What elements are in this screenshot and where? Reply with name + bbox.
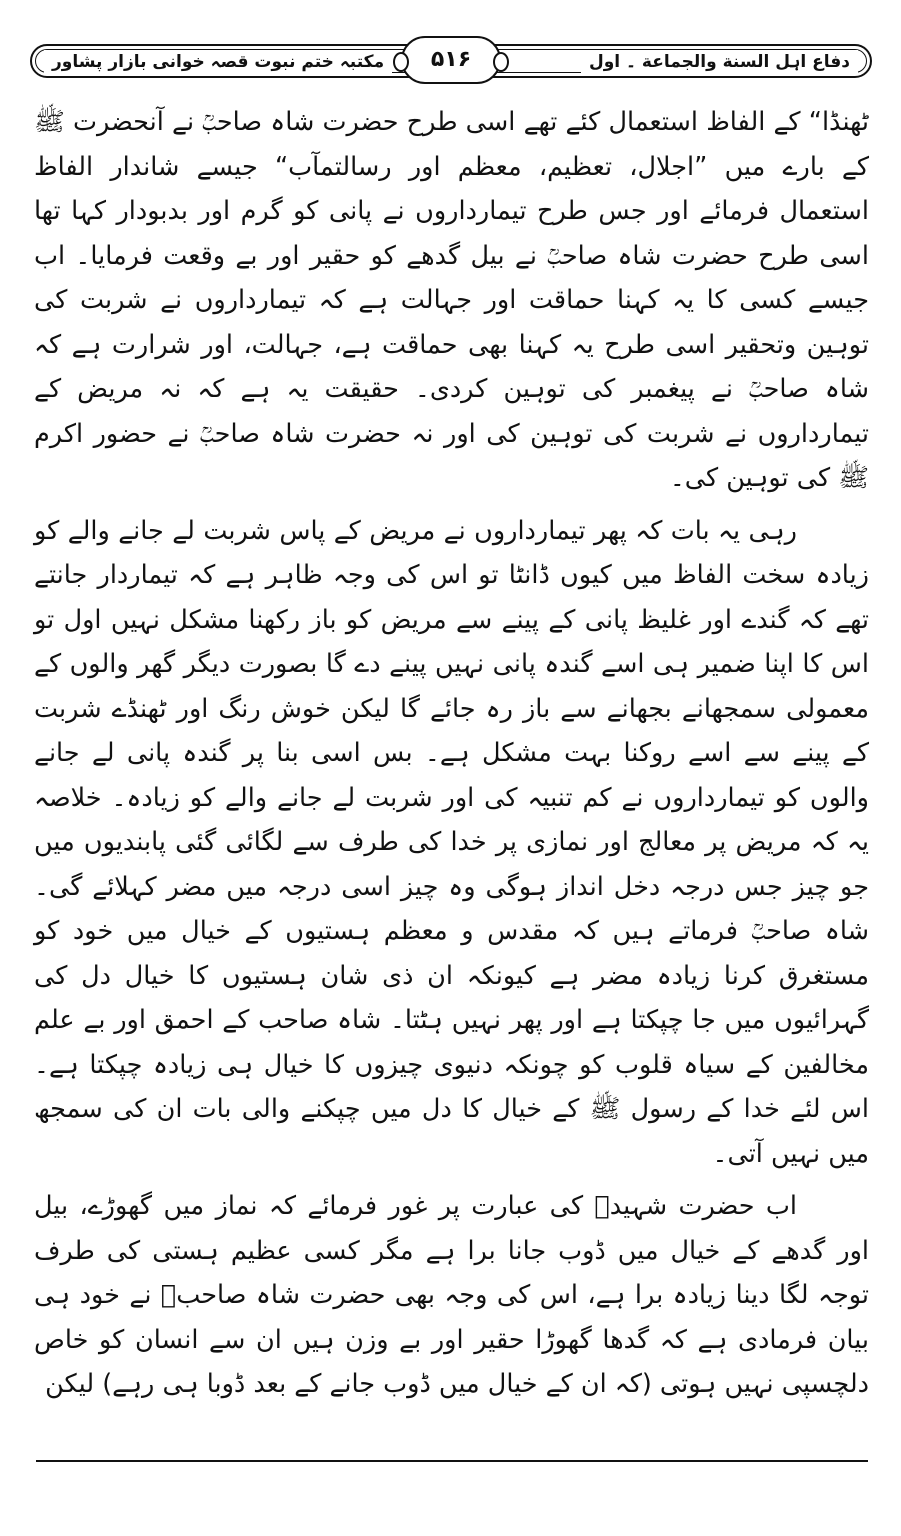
paragraph-2: رہی یہ بات کہ پھر تیمارداروں نے مریض کے پاس شربت لے جانے والے کو زیادہ سخت الفاظ میں کیوں ڈانٹا تو اس کی وجہ ظاہر ہے کہ تیماردار جانتے تھے کہ گندے اور غلیظ پانی کے پینے سے مریض کو باز رکھنا مشکل نہیں اول تو اس کا اپنا ضمیر ہی اسے گندہ پانی نہیں پینے دے گا بصورت دیگر گھر والوں کے معمولی سمجھانے بجھانے سے باز رہ جائے گا لیکن خوش رنگ اور ٹھنڈے شربت کے پینے سے اسے روکنا بہت مشکل ہے۔ بس اسی بنا پر گندہ پانی لے جانے والوں کو تیمارداروں نے کم تنبیہ کی اور شربت لے جانے والے کو زیادہ۔ خلاصہ یہ کہ مریض پر معالج اور نمازی پر خدا کی طرف سے لگائی گئی پابندیوں میں جو چیز جس درجہ دخل انداز ہوگی وہ چیز اسی درجہ میں مضر کہلائے گی۔ شاہ صاحبؒ فرماتے ہیں کہ مقدس و معظم ہستیوں کے خیال میں خود کو مستغرق کرنا زیادہ مضر ہے کیونکہ ان ذی شان ہستیوں کا خیال دل کی گہرائیوں میں جا چپکتا ہے اور پھر نہیں ہٹتا۔ شاہ صاحب کے احمق اور بے علم مخالفین کے سیاہ قلوب کو چونکہ دنیوی چیزوں کا خیال ہی زیادہ چپکتا ہے۔ اس لئے خدا کے رسول ﷺ کے خیال کا دل میں چپکنے والی بات ان کی سمجھ میں نہیں آتی۔ <box>34 515 869 1169</box>
page-number-badge <box>401 36 501 84</box>
page-number: ۵۱۶ <box>430 47 472 72</box>
paragraph-3: اب حضرت شہیدؒ کی عبارت پر غور فرمائے کہ نماز میں گھوڑے، بیل اور گدھے کے خیال میں ڈوب جانا برا ہے مگر کسی عظیم ہستی کی طرف توجہ لگا دینا زیادہ برا ہے، اس کی وجہ بھی حضرت شاہ صاحبؒ نے خود ہی بیان فرمادی ہے کہ گدھا گھوڑا حقیر اور بے وزن ہیں ان سے انسان کو خاص دلچسپی نہیں ہوتی (کہ ان کے خیال میں ڈوب جانے کے بعد ڈوبا ہی رہے) لیکن <box>34 1191 869 1399</box>
book-title: دفاع اہل السنة والجماعة ۔ اول <box>581 50 858 74</box>
running-header <box>30 36 872 84</box>
body-text <box>34 100 869 1407</box>
footer-rule <box>36 1460 868 1462</box>
publisher-label: مکتبہ ختم نبوت قصہ خوانی بازار پشاور <box>44 50 392 74</box>
paragraph-1: ٹھنڈا“ کے الفاظ استعمال کئے تھے اسی طرح حضرت شاہ صاحبؒ نے آنحضرت ﷺ کے بارے میں ”اجلال، تعظیم، معظم اور رسالتمآب“ جیسے شاندار الفاظ استعمال فرمائے اور جس طرح تیمارداروں نے پانی کو گرم اور بدبودار کہا تھا اسی طرح حضرت شاہ صاحبؒ نے بیل گدھے کو حقیر اور بے وقعت فرمایا۔ اب جیسے کسی کا یہ کہنا حماقت اور جہالت ہے کہ تیمارداروں نے شربت کی توہین وتحقیر اسی طرح یہ کہنا بھی حماقت ہے، جہالت، اور شرارت ہے کہ شاہ صاحبؒ نے پیغمبر کی توہین کردی۔ حقیقت یہ ہے کہ نہ مریض کے تیمارداروں نے شربت کی توہین کی اور نہ حضرت شاہ صاحبؒ نے حضور اکرم ﷺ کی توہین کی۔ <box>34 107 869 493</box>
